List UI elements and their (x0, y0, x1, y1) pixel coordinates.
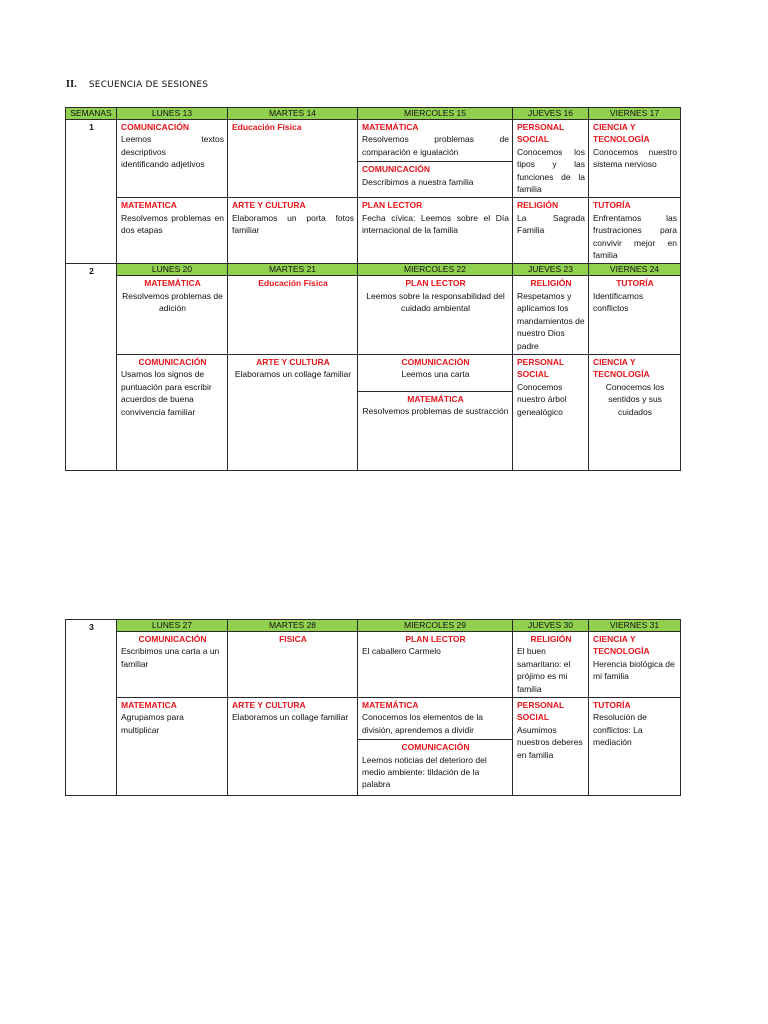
header-cell: MIERCOLES 15 (358, 108, 513, 120)
header-row (66, 264, 681, 276)
subject-label: PERSONAL SOCIAL (517, 700, 565, 723)
header-cell: JUEVES 30 (513, 620, 589, 632)
session-text: Leemos textos descriptivos identificando adjetivos (121, 134, 224, 170)
sessions-table-weeks-1-2 (65, 107, 681, 471)
subject-label: PLAN LECTOR (405, 278, 466, 289)
header-cell: LUNES 13 (117, 108, 228, 120)
session-cell (589, 354, 681, 470)
table-row (66, 276, 681, 354)
session-text: Resolución de conflictos: La mediación (593, 712, 647, 748)
session-cell (228, 120, 358, 198)
session-cell (513, 354, 589, 470)
session-text: El caballero Carmelo (362, 646, 441, 657)
session-text: Fecha cívica: Leemos sobre el Día internacional de la familia (362, 212, 509, 236)
subject-label: COMUNICACIÓN (401, 356, 470, 367)
session-cell (589, 198, 681, 264)
table-row (66, 698, 681, 796)
header-cell: JUEVES 23 (513, 264, 589, 276)
session-subcell (358, 739, 512, 791)
session-cell (358, 198, 513, 264)
session-text: El buen samaritano: el prójimo es mi familia (517, 646, 571, 694)
section-heading (66, 79, 208, 90)
subject-label: PLAN LECTOR (405, 634, 466, 644)
subject-label: RELIGIÓN (530, 278, 572, 289)
table-row (66, 354, 681, 470)
week-number: 1 (66, 120, 117, 264)
header-cell: VIERNES 24 (589, 264, 681, 276)
table-row (66, 198, 681, 264)
subject-label: MATEMATICA (121, 700, 177, 711)
session-cell (513, 698, 589, 796)
section-number: II. (66, 79, 77, 90)
subject-label: CIENCIA Y TECNOLOGÍA (593, 356, 650, 380)
subject-label: PLAN LECTOR (362, 200, 423, 211)
session-cell (513, 276, 589, 354)
subject-label: PERSONAL SOCIAL (517, 356, 565, 380)
session-cell (117, 698, 228, 796)
session-text: Usamos los signos de puntuación para escribir acuerdos de buena convivencia familiar (121, 369, 212, 417)
header-cell: LUNES 27 (117, 620, 228, 632)
session-cell (358, 276, 513, 354)
session-cell (589, 698, 681, 796)
session-cell (358, 632, 513, 698)
subject-label: COMUNICACIÓN (362, 164, 430, 175)
header-cell: SEMANAS (66, 108, 117, 120)
header-row (66, 108, 681, 120)
subject-label: TUTORÍA (593, 200, 631, 211)
session-text: Escribimos una carta a un familiar (121, 646, 220, 669)
subject-label: Educación Física (258, 278, 328, 289)
table-row (66, 120, 681, 198)
header-cell: VIERNES 17 (589, 108, 681, 120)
header-cell: MIERCOLES 29 (358, 620, 513, 632)
subject-label: COMUNICACIÓN (138, 634, 207, 644)
session-text: Conocemos los tipos y las funciones de la familia (517, 146, 585, 195)
subject-label: MATEMATICA (121, 200, 177, 211)
session-text: Leemos noticias del deterioro del medio ambiente: tildación de la palabra (362, 754, 487, 790)
session-cell (513, 632, 589, 698)
header-cell: MARTES 21 (228, 264, 358, 276)
subject-label: ARTE Y CULTURA (256, 356, 330, 367)
session-cell (358, 354, 513, 470)
sessions-table-week-3 (65, 619, 681, 796)
subject-label: Educación Física (232, 122, 302, 132)
session-text: Leemos una carta (401, 369, 470, 380)
subject-label: RELIGIÓN (530, 634, 572, 644)
subject-label: FISICA (279, 634, 307, 644)
session-cell (589, 276, 681, 354)
subject-label: CIENCIA Y TECNOLOGÍA (593, 634, 650, 657)
subject-label: PERSONAL SOCIAL (517, 122, 565, 145)
session-cell (228, 198, 358, 264)
subject-label: CIENCIA Y TECNOLOGÍA (593, 122, 650, 145)
session-cell (228, 276, 358, 354)
week-number: 3 (66, 620, 117, 796)
header-row (66, 620, 681, 632)
session-cell (117, 632, 228, 698)
session-cell (513, 120, 589, 198)
week-number: 2 (66, 264, 117, 470)
session-cell (228, 698, 358, 796)
session-text: Resolvemos problemas de sustracción (362, 406, 509, 417)
session-text: Elaboramos un collage familiar (234, 369, 352, 380)
session-text: Agrupamos para multiplicar (121, 712, 184, 735)
session-text: Conocemos los sentidos y sus cuidados (605, 381, 665, 417)
session-cell (228, 632, 358, 698)
session-text: Respetamos y aplicamos los mandamientos de nuestro Dios padre (517, 290, 585, 351)
session-cell (513, 198, 589, 264)
header-cell: MIERCOLES 22 (358, 264, 513, 276)
subject-label: MATEMÁTICA (144, 278, 201, 289)
header-cell: MARTES 14 (228, 108, 358, 120)
session-subcell (358, 161, 512, 188)
session-cell (117, 198, 228, 264)
subject-label: RELIGIÓN (517, 200, 559, 211)
session-cell (589, 120, 681, 198)
session-cell (358, 120, 513, 198)
subject-label: TUTORÍA (616, 278, 654, 289)
session-cell (589, 632, 681, 698)
header-cell: MARTES 28 (228, 620, 358, 632)
subject-label: ARTE Y CULTURA (232, 700, 306, 711)
session-text: Leemos sobre la responsabilidad del cuidado ambiental (366, 290, 505, 314)
subject-label: MATEMÁTICA (362, 700, 419, 711)
table-row (66, 632, 681, 698)
session-cell (117, 120, 228, 198)
session-text: Resolvemos problemas de comparación e igualación (362, 134, 509, 157)
subject-label: COMUNICACIÓN (121, 122, 189, 132)
session-cell (117, 276, 228, 354)
section-title: SECUENCIA DE SESIONES (88, 80, 209, 90)
session-text: Identificamos conflictos (593, 290, 644, 314)
subject-label: MATEMÁTICA (407, 393, 464, 404)
subject-label: COMUNICACIÓN (401, 742, 470, 753)
session-text: Conocemos nuestro árbol genealógico (517, 381, 567, 417)
header-cell: VIERNES 31 (589, 620, 681, 632)
subject-label: TUTORÍA (593, 700, 631, 711)
session-text: Herencia biológica de mi familia (593, 658, 675, 682)
subject-label: ARTE Y CULTURA (232, 200, 306, 211)
session-subcell (358, 391, 512, 418)
subject-label: COMUNICACIÓN (138, 356, 207, 367)
session-text: Describimos a nuestra familia (362, 176, 474, 187)
session-text: Elaboramos un collage familiar (232, 712, 349, 723)
session-text: Asumimos nuestros deberes en familia (517, 724, 583, 760)
session-cell (358, 698, 513, 796)
session-cell (117, 354, 228, 470)
session-text: Resolvemos problemas en dos etapas (121, 212, 224, 236)
session-text: Conocemos nuestro sistema nervioso (593, 146, 677, 170)
header-cell: JUEVES 16 (513, 108, 589, 120)
session-text: Conocemos los elementos de la división, aprendemos a dividir (362, 712, 483, 735)
subject-label: MATEMÁTICA (362, 122, 419, 132)
session-text: La Sagrada Familia (517, 212, 585, 236)
session-text: Elaboramos un porta fotos familiar (232, 212, 354, 236)
session-cell (228, 354, 358, 470)
header-cell: LUNES 20 (117, 264, 228, 276)
session-text: Resolvemos problemas de adición (122, 290, 223, 314)
session-text: Enfrentamos las frustraciones para convivir mejor en familia (593, 212, 677, 261)
